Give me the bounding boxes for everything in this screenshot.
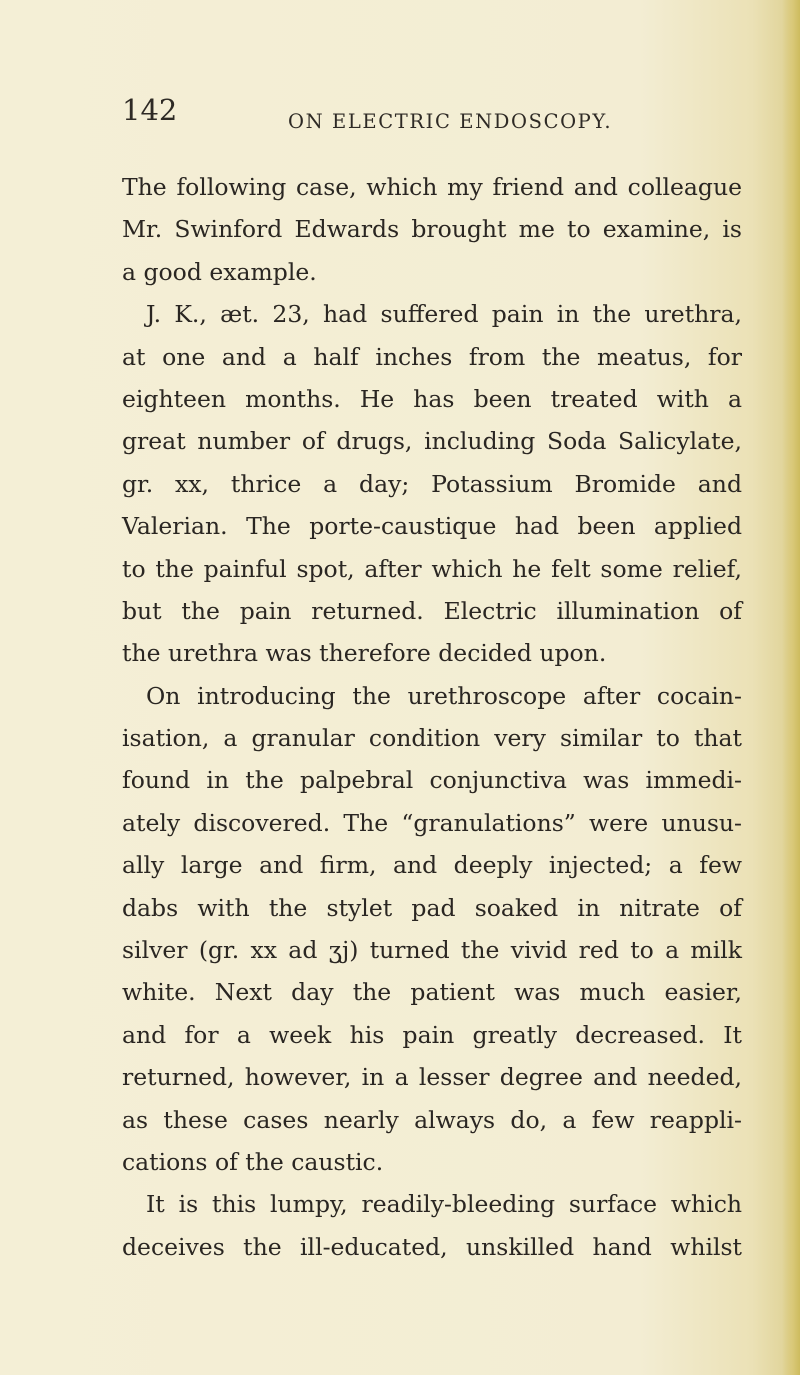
- text-line: at one and a half inches from the meatus, for: [122, 342, 742, 371]
- text-line: silver (gr. xx ad ʒj) turned the vivid red to a milk: [122, 936, 742, 965]
- text-line: isation, a granular condition very similar to that: [122, 724, 742, 753]
- text-line: Valerian. The porte-caustique had been applied: [122, 512, 742, 541]
- text-line: a good example.: [122, 257, 317, 286]
- text-line: returned, however, in a lesser degree and needed,: [122, 1063, 742, 1092]
- text-line: gr. xx, thrice a day; Potassium Bromide and: [122, 469, 742, 498]
- text-line: ately discovered. The “granulations” were unusu-: [122, 808, 742, 837]
- text-line: deceives the ill-educated, unskilled hand whilst: [122, 1232, 742, 1261]
- text-line: J. K., æt. 23, had suffered pain in the urethra,: [146, 300, 742, 329]
- text-line: the urethra was therefore decided upon.: [122, 639, 607, 668]
- text-line: to the painful spot, after which he felt some relief,: [122, 554, 742, 583]
- text-line: Mr. Swinford Edwards brought me to examine, is: [122, 215, 742, 244]
- page-number: 142: [122, 93, 178, 127]
- text-line: found in the palpebral conjunctiva was immedi-: [122, 766, 742, 795]
- body-text: [122, 166, 742, 1268]
- text-line: as these cases nearly always do, a few reappli-: [122, 1105, 742, 1134]
- text-line: white. Next day the patient was much easier,: [122, 978, 742, 1007]
- text-line: dabs with the stylet pad soaked in nitrate of: [122, 893, 742, 922]
- text-line: but the pain returned. Electric illumination of: [122, 596, 742, 625]
- running-head: ON ELECTRIC ENDOSCOPY.: [288, 110, 613, 133]
- text-line: On introducing the urethroscope after cocain-: [146, 681, 742, 710]
- text-line: ally large and firm, and deeply injected; a few: [122, 851, 742, 880]
- text-line: cations of the caustic.: [122, 1147, 384, 1176]
- text-line: eighteen months. He has been treated with a: [122, 384, 742, 413]
- text-line: great number of drugs, including Soda Salicylate,: [122, 427, 742, 456]
- text-line: and for a week his pain greatly decreased. It: [122, 1020, 742, 1049]
- text-line: The following case, which my friend and colleague: [122, 173, 742, 201]
- page-edge-shading: [782, 0, 800, 1375]
- text-line: It is this lumpy, readily-bleeding surface which: [146, 1190, 742, 1219]
